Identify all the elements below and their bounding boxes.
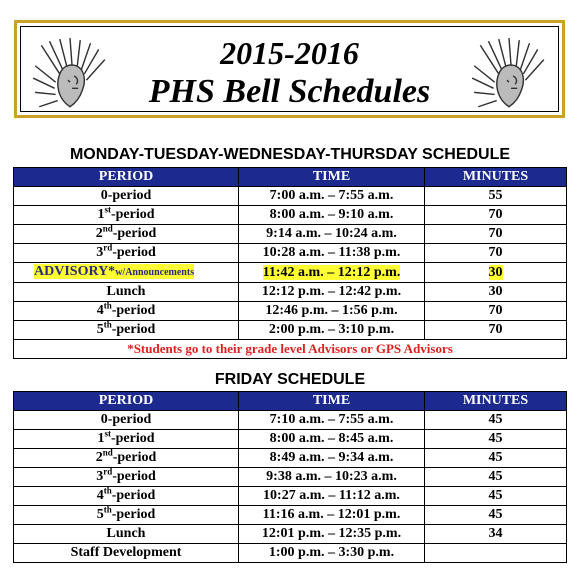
minutes-cell: 70 [425, 321, 567, 340]
period-cell: 4th-period [14, 487, 239, 506]
period-cell [14, 263, 239, 283]
table-row [14, 244, 567, 263]
table-row [14, 506, 567, 525]
table-header-row [14, 392, 567, 411]
time-cell: 8:00 a.m. – 9:10 a.m. [239, 206, 425, 225]
period-cell: 1st-period [14, 206, 239, 225]
time-cell: 11:42 a.m. – 12:12 p.m. [239, 263, 425, 283]
table-row [14, 525, 567, 544]
column-header-minutes: MINUTES [425, 392, 567, 411]
minutes-cell: 55 [425, 187, 567, 206]
time-cell: 2:00 p.m. – 3:10 p.m. [239, 321, 425, 340]
column-header-time: TIME [239, 168, 425, 187]
minutes-cell: 45 [425, 411, 567, 430]
table-row [14, 468, 567, 487]
period-cell: Staff Development [14, 544, 239, 563]
mtwt-schedule-title: MONDAY-TUESDAY-WEDNESDAY-THURSDAY SCHEDULE [69, 146, 511, 163]
minutes-cell: 70 [425, 302, 567, 321]
time-cell: 8:00 a.m. – 8:45 a.m. [239, 430, 425, 449]
minutes-cell: 30 [425, 283, 567, 302]
advisory-footnote: *Students go to their grade level Advisors or GPS Advisors [14, 340, 567, 359]
friday-schedule-table [13, 391, 567, 563]
time-cell: 1:00 p.m. – 3:30 p.m. [239, 544, 425, 563]
table-row [14, 430, 567, 449]
chief-headdress-icon [468, 35, 550, 117]
table-row [14, 487, 567, 506]
period-cell: 0-period [14, 187, 239, 206]
minutes-cell: 45 [425, 487, 567, 506]
advisory-row [14, 263, 567, 283]
minutes-cell: 70 [425, 206, 567, 225]
minutes-cell: 70 [425, 244, 567, 263]
friday-schedule-title: FRIDAY SCHEDULE [214, 371, 366, 388]
time-cell: 7:00 a.m. – 7:55 a.m. [239, 187, 425, 206]
time-cell: 7:10 a.m. – 7:55 a.m. [239, 411, 425, 430]
time-cell: 10:28 a.m. – 11:38 p.m. [239, 244, 425, 263]
period-cell: 1st-period [14, 430, 239, 449]
period-cell: 3rd-period [14, 468, 239, 487]
period-cell: Lunch [14, 525, 239, 544]
table-row [14, 302, 567, 321]
minutes-cell [425, 544, 567, 563]
period-cell: 0-period [14, 411, 239, 430]
period-cell: 2nd-period [14, 225, 239, 244]
period-cell: 5th-period [14, 321, 239, 340]
period-cell: 5th-period [14, 506, 239, 525]
banner-inner-border [20, 26, 559, 112]
header-banner [14, 20, 565, 118]
table-row [14, 544, 567, 563]
period-cell: 4th-period [14, 302, 239, 321]
table-row [14, 321, 567, 340]
column-header-period: PERIOD [14, 168, 239, 187]
table-row [14, 225, 567, 244]
time-cell: 10:27 a.m. – 11:12 a.m. [239, 487, 425, 506]
banner-title-name: PHS Bell Schedules [148, 73, 431, 110]
advisory-label-highlight: ADVISORY*w/Announcements [34, 264, 195, 279]
period-cell: 3rd-period [14, 244, 239, 263]
minutes-cell: 45 [425, 449, 567, 468]
table-row [14, 187, 567, 206]
minutes-cell: 45 [425, 506, 567, 525]
minutes-cell: 45 [425, 430, 567, 449]
minutes-cell: 70 [425, 225, 567, 244]
minutes-cell: 34 [425, 525, 567, 544]
table-row [14, 411, 567, 430]
time-cell: 9:38 a.m. – 10:23 a.m. [239, 468, 425, 487]
time-cell: 12:01 p.m. – 12:35 p.m. [239, 525, 425, 544]
column-header-period: PERIOD [14, 392, 239, 411]
footnote-row [14, 340, 567, 359]
table-row [14, 449, 567, 468]
minutes-cell: 45 [425, 468, 567, 487]
time-cell: 12:12 p.m. – 12:42 p.m. [239, 283, 425, 302]
mtwt-schedule-table [13, 167, 567, 359]
table-header-row [14, 168, 567, 187]
time-cell: 11:16 a.m. – 12:01 p.m. [239, 506, 425, 525]
time-cell: 12:46 p.m. – 1:56 p.m. [239, 302, 425, 321]
banner-title-year: 2015-2016 [220, 35, 359, 71]
period-cell: Lunch [14, 283, 239, 302]
column-header-time: TIME [239, 392, 425, 411]
time-cell: 9:14 a.m. – 10:24 a.m. [239, 225, 425, 244]
table-row [14, 206, 567, 225]
table-row [14, 283, 567, 302]
time-cell: 8:49 a.m. – 9:34 a.m. [239, 449, 425, 468]
period-cell: 2nd-period [14, 449, 239, 468]
column-header-minutes: MINUTES [425, 168, 567, 187]
minutes-cell: 30 [425, 263, 567, 283]
